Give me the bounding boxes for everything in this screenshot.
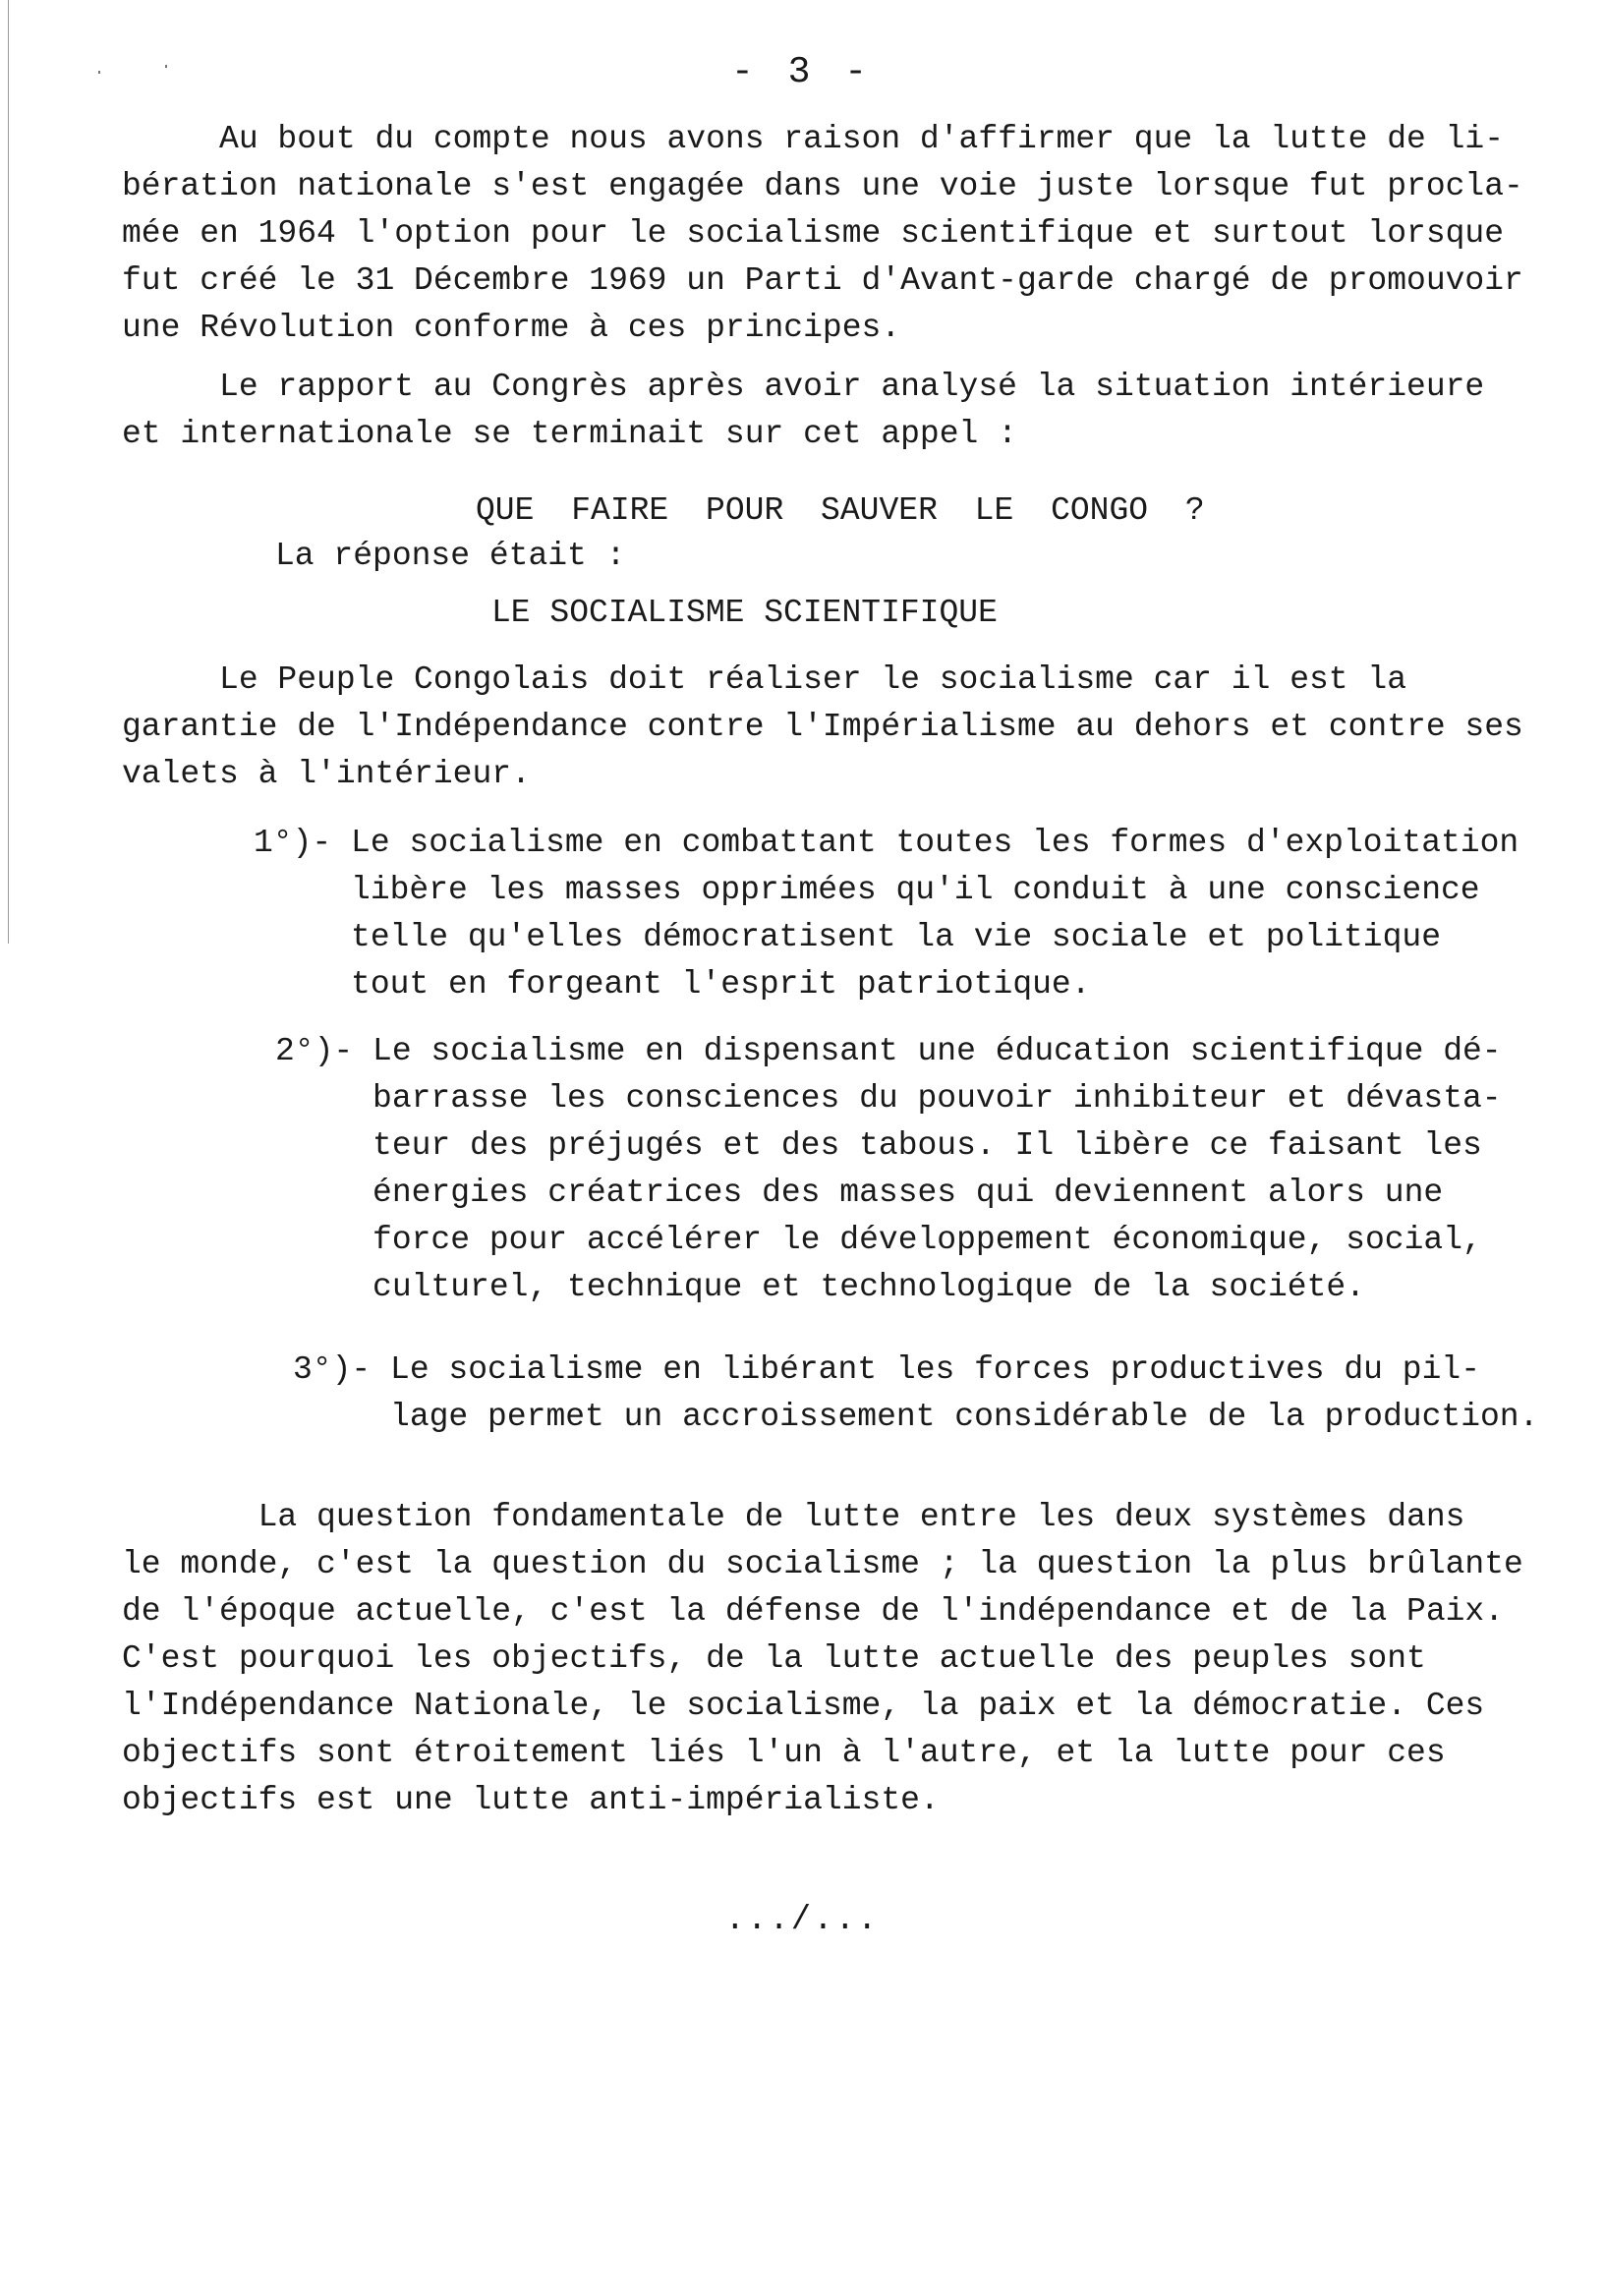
text-line: telle qu'elles démocratisent la vie sociale et politique: [254, 919, 1441, 955]
paragraph-4: [122, 1494, 1523, 1824]
text-line: fut créé le 31 Décembre 1969 un Parti d'Avant-garde chargé de promouvoir: [122, 262, 1523, 299]
list-item-1: [254, 820, 1518, 1008]
text-line: culturel, technique et technologique de la société.: [275, 1269, 1365, 1305]
page-number: - 3 -: [730, 51, 874, 93]
text-line: bération nationale s'est engagée dans une voie juste lorsque fut procla-: [122, 168, 1523, 204]
text-line: et internationale se terminait sur cet appel :: [122, 416, 1017, 452]
text-line: Le Peuple Congolais doit réaliser le socialisme car il est la: [122, 661, 1407, 698]
text-line: garantie de l'Indépendance contre l'Impérialisme au dehors et contre ses: [122, 709, 1523, 745]
text-line: 1°)- Le socialisme en combattant toutes les formes d'exploitation: [254, 825, 1519, 861]
answer-heading: LE SOCIALISME SCIENTIFIQUE: [491, 595, 998, 631]
paragraph-1: [122, 116, 1523, 352]
text-line: barrasse les consciences du pouvoir inhibiteur et dévasta-: [275, 1080, 1502, 1117]
text-line: force pour accélérer le développement économique, social,: [275, 1222, 1482, 1258]
text-line: tout en forgeant l'esprit patriotique.: [254, 966, 1091, 1003]
text-line: objectifs sont étroitement liés l'un à l'autre, et la lutte pour ces: [122, 1735, 1446, 1771]
list-item-2: [275, 1028, 1502, 1311]
text-line: une Révolution conforme à ces principes.: [122, 310, 901, 346]
text-line: objectifs est une lutte anti-impérialiste.: [122, 1782, 940, 1818]
text-line: C'est pourquoi les objectifs, de la lutte actuelle des peuples sont: [122, 1640, 1426, 1677]
text-line: Le rapport au Congrès après avoir analysé la situation intérieure: [122, 369, 1485, 405]
text-line: le monde, c'est la question du socialisme ; la question la plus brûlante: [122, 1546, 1523, 1582]
text-line: lage permet un accroissement considérable de la production.: [293, 1399, 1539, 1435]
text-line: 3°)- Le socialisme en libérant les forces productives du pil-: [293, 1351, 1480, 1388]
text-line: libère les masses opprimées qu'il conduit à une conscience: [254, 872, 1480, 908]
paragraph-3: [122, 657, 1523, 798]
answer-label: La réponse était :: [275, 538, 626, 574]
text-line: mée en 1964 l'option pour le socialisme scientifique et surtout lorsque: [122, 215, 1505, 252]
text-line: l'Indépendance Nationale, le socialisme, la paix et la démocratie. Ces: [122, 1688, 1485, 1724]
text-line: Au bout du compte nous avons raison d'affirmer que la lutte de li-: [122, 121, 1505, 157]
text-line: teur des préjugés et des tabous. Il libère ce faisant les: [275, 1127, 1482, 1164]
text-line: de l'époque actuelle, c'est la défense de l'indépendance et de la Paix.: [122, 1593, 1505, 1630]
paragraph-2: [122, 364, 1484, 458]
continuation-mark: .../...: [724, 1902, 880, 1939]
list-item-3: [293, 1347, 1538, 1441]
question-heading: QUE FAIRE POUR SAUVER LE CONGO ?: [476, 492, 1205, 529]
text-line: énergies créatrices des masses qui deviennent alors une: [275, 1175, 1444, 1211]
page-edge-line: [8, 0, 9, 944]
text-line: La question fondamentale de lutte entre les deux systèmes dans: [122, 1499, 1465, 1535]
text-line: valets à l'intérieur.: [122, 756, 531, 792]
text-line: 2°)- Le socialisme en dispensant une éducation scientifique dé-: [275, 1033, 1502, 1069]
